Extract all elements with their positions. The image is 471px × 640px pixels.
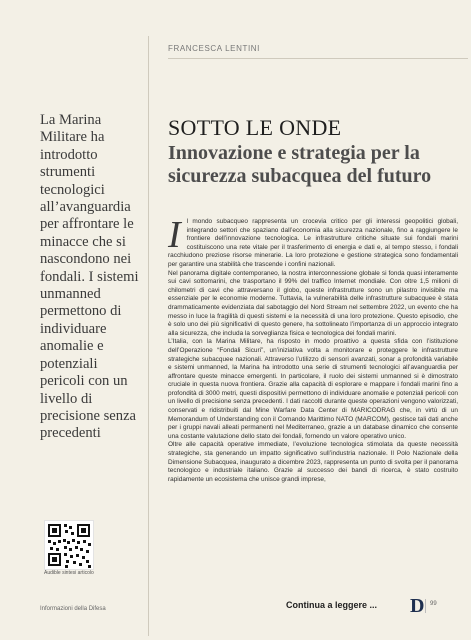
page-number-divider — [425, 599, 426, 613]
qr-caption: Audible sintesi articolo — [44, 570, 94, 576]
article-subtitle: Innovazione e strategia per la sicurezza subacquea del futuro — [168, 142, 432, 187]
qr-code-icon[interactable] — [44, 520, 94, 570]
drop-cap: I — [168, 214, 181, 256]
magazine-logo: D — [410, 595, 425, 617]
publication-name: Informazioni della Difesa — [40, 606, 106, 612]
author-name: FRANCESCA LENTINI — [168, 44, 260, 53]
continue-reading-link[interactable]: Continua a leggere ... — [286, 600, 378, 610]
page-number: 99 — [430, 601, 437, 607]
pull-quote: La Marina Militare ha introdotto strumenti tecnologici all’avanguardia per affrontare le minacce che si nascondono nei fondali. I sistemi unmanned permettono di individuare anomalie e potenziali pericoli con un livello di precisione senza precedenti — [40, 112, 139, 442]
body-paragraph: l mondo subacqueo rappresenta un crocevia critico per gli interessi geopolitici globali, integrando settori che spaziano dall’economia alla sicurezza nazionale, fino a raggiungere le frontiere dell’innovazione tecnologica. Le infrastrutture critiche situate sui fondali marini costituiscono una rete vitale per il trasferimento di energia e dati e, al tempo stesso, i fondali racchiudono preziose risorse minerarie. La loro protezione e gestione strategica sono fondamentali per garantire una stabilità che trascende i confini nazionali. — [168, 218, 458, 268]
body-paragraph: Nel panorama digitale contemporaneo, la nostra interconnessione globale si fonda quasi interamente sui cavi sottomarini, che trasportano il 99% del traffico Internet mondiale. Con oltre 1,5 milioni di chilometri di cavi che attraversano il globo, queste infrastrutture sono un pilastro invisibile ma essenziale per le economie moderne. Tuttavia, la vulnerabilità delle infrastrutture subacquee è stata drammaticamente evidenziata dal sabotaggio del Nord Stream nel settembre 2022, un evento che ha messo in luce la fragilità di questi sistemi e la necessità di una loro protezione. Questo episodio, che è solo uno dei più significativi di questo genere, ha sottolineato l’importanza di un approccio integrato alla sicurezza, che includa la sorveglianza fisica e tecnologica dei fondali marini. — [168, 269, 458, 337]
article-title: SOTTO LE ONDE — [168, 115, 342, 140]
sidebar-divider — [148, 36, 149, 636]
body-paragraph: Oltre alle capacità operative immediate, l’evoluzione tecnologica stimolata da queste necessità strategiche, sta generando un impatto significativo sull’industria nazionale. Il Polo Nazionale della Dimensione Subacquea, inaugurato a dicembre 2023, rappresenta un punto di svolta per il panorama tecnologico e industriale italiano. Grazie al successo dei bandi di ricerca, è stato costruito rapidamente un ecosistema che unisce grandi imprese, — [168, 441, 458, 483]
article-body — [168, 214, 458, 484]
header-divider — [168, 58, 468, 59]
body-paragraph: L’Italia, con la Marina Militare, ha risposto in modo proattivo a questa sfida con l’istituzione dell’Operazione “Fondali Sicuri”, un’iniziativa volta a monitorare e proteggere le infrastrutture strategiche subacquee nazionali. Attraverso l’utilizzo di sensori avanzati, sonar a profondità variabile e sistemi unmanned, la Marina ha introdotto una serie di strumenti tecnologici all’avanguardia per affrontare queste minacce emergenti. In particolare, il ruolo dei sistemi unmanned si è dimostrato cruciale in questa nuova frontiera. Grazie alla capacità di esplorare e mappare i fondali marini fino a profondità di 3000 metri, questi dispositivi permettono di individuare anomalie e potenziali pericoli con un livello di precisione senza precedenti. I dati raccolti durante queste operazioni vengono valorizzati, conservati e ridistribuiti dal Mine Warfare Data Center di MARICODRAG che, in virtù di un Memorandum of Understanding con il Comando Marittimo NATO (MARCOM), gestisce tali dati anche per i gruppi navali alleati permanenti nel Mediterraneo, grazie a un database dinamico che consente una costante valutazione dello stato dei fondali, fornendo un valore operativo unico. — [168, 338, 458, 440]
qr-code-graphic — [45, 521, 93, 569]
